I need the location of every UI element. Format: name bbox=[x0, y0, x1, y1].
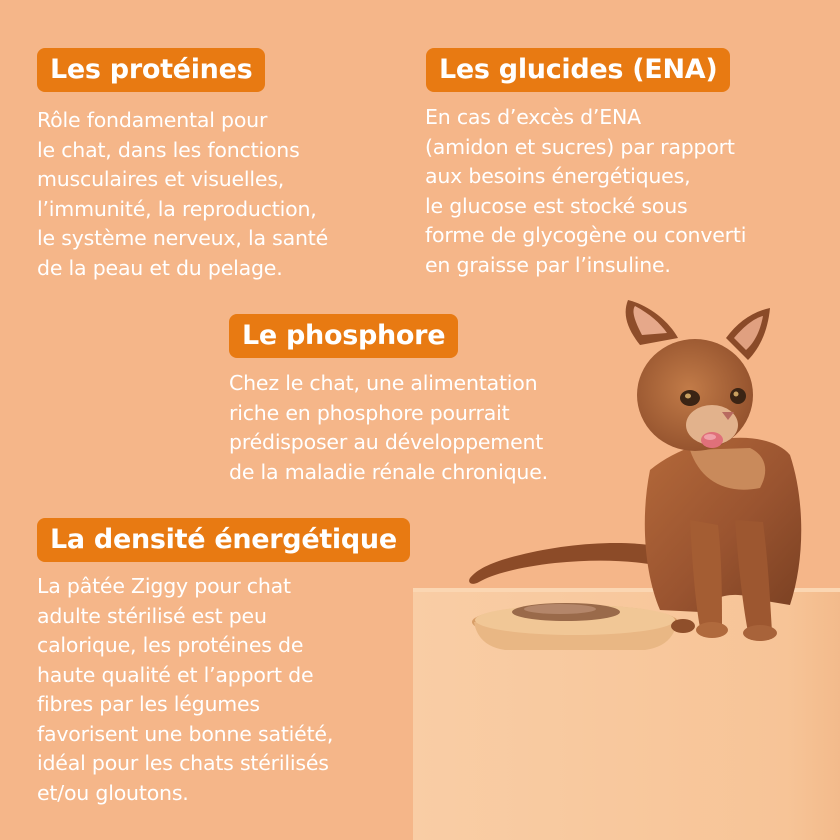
text-line: le chat, dans les fonctions bbox=[37, 137, 300, 162]
text-line: l’immunité, la reproduction, bbox=[37, 196, 317, 221]
text-line: le glucose est stocké sous bbox=[425, 193, 688, 218]
heading-proteines: Les protéines bbox=[37, 48, 265, 92]
text-phosphore bbox=[229, 369, 548, 487]
heading-phosphore: Le phosphore bbox=[229, 314, 458, 358]
text-line: prédisposer au développement bbox=[229, 430, 544, 454]
text-proteines bbox=[37, 106, 328, 283]
text-line: forme de glycogène ou converti bbox=[425, 223, 747, 247]
heading-glucides: Les glucides (ENA) bbox=[426, 48, 730, 92]
text-line: riche en phosphore pourrait bbox=[229, 400, 510, 425]
text-glucides bbox=[425, 103, 746, 280]
text-line: calorique, les protéines de bbox=[37, 633, 304, 657]
text-line: de la maladie rénale chronique. bbox=[229, 459, 548, 484]
text-line: de la peau et du pelage. bbox=[37, 255, 283, 280]
text-line: adulte stérilisé est peu bbox=[37, 603, 267, 628]
heading-densite-energetique: La densité énergétique bbox=[37, 518, 410, 562]
text-line: Chez le chat, une alimentation bbox=[229, 371, 538, 395]
text-line: musculaires et visuelles, bbox=[37, 167, 285, 191]
food-bowl bbox=[472, 603, 678, 650]
text-densite-energetique bbox=[37, 572, 333, 808]
text-line: en graisse par l’insuline. bbox=[425, 252, 671, 277]
text-line: fibres par les légumes bbox=[37, 692, 260, 716]
text-line: La pâtée Ziggy pour chat bbox=[37, 574, 291, 598]
text-line: le système nerveux, la santé bbox=[37, 226, 329, 250]
text-line: En cas d’excès d’ENA bbox=[425, 105, 641, 129]
text-line: favorisent une bonne satiété, bbox=[37, 721, 334, 746]
text-line: haute qualité et l’apport de bbox=[37, 662, 314, 687]
text-line: idéal pour les chats stérilisés bbox=[37, 751, 329, 775]
text-line: et/ou gloutons. bbox=[37, 780, 189, 805]
text-line: Rôle fondamental pour bbox=[37, 108, 268, 132]
cat-tail bbox=[469, 543, 660, 584]
text-line: (amidon et sucres) par rapport bbox=[425, 134, 735, 159]
text-line: aux besoins énergétiques, bbox=[425, 164, 691, 188]
